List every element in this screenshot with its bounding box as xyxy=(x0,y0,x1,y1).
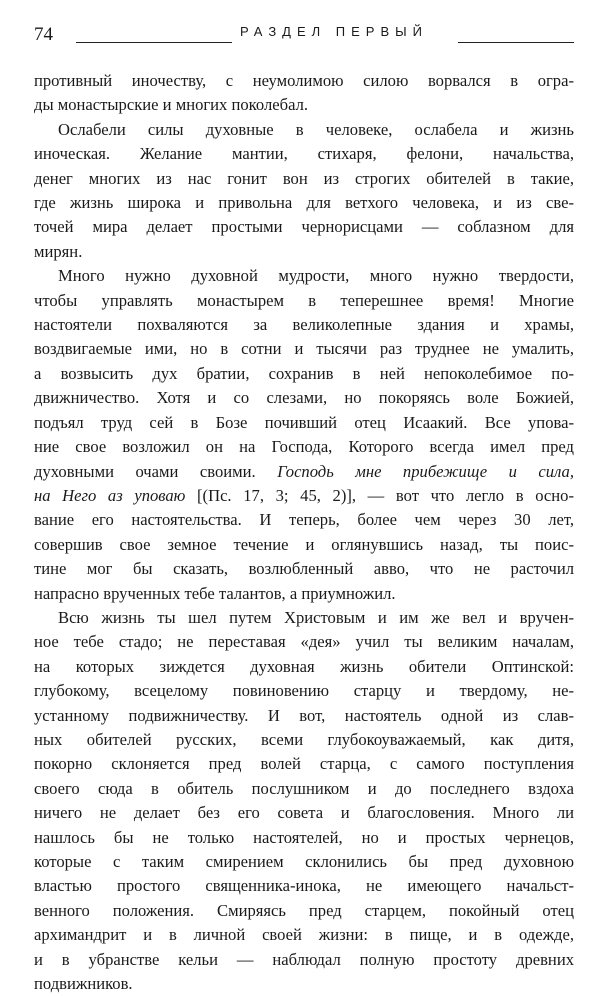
text-line: ние свое возложил он на Господа, Которого всегда имел пред xyxy=(34,437,574,457)
text-line: ничего не делает без его совета и благословения. Много ли xyxy=(34,803,574,823)
text-line: и в убранстве кельи — наблюдал полную простоту древних xyxy=(34,949,574,969)
text-line: на которых зиждется духовная жизнь обители Оптинской: xyxy=(34,656,574,676)
paragraph xyxy=(34,118,574,264)
text-line: подвижников. xyxy=(34,974,133,994)
text-line: мирян. xyxy=(34,241,83,261)
text-line: а возвысить дух братии, сохранив в ней непоколебимое по- xyxy=(34,363,574,383)
text-line: своего сюда в обитель послушником и до последнего вздоха xyxy=(34,778,574,798)
text-line: подъял труд сей в Бозе почивший отец Исаакий. Все упова- xyxy=(34,412,574,432)
text-line: Много нужно духовной мудрости, много нужно твердости, xyxy=(58,266,574,286)
text-fragment: духовными очами своими. xyxy=(34,461,256,481)
text-line: покорно склоняется пред волей старца, с самого поступления xyxy=(34,754,574,774)
text-line: глубокому, всецелому повиновению старцу и твердому, не- xyxy=(34,681,574,701)
text-line-mixed xyxy=(34,460,574,484)
text-line-mixed xyxy=(34,484,574,508)
text-line: устанному подвижничеству. И вот, настоятель одной из слав- xyxy=(34,705,574,725)
text-line: тине мог бы сказать, возлюбленный авво, что не расточил xyxy=(34,559,574,579)
text-line: Ослабели силы духовные в человеке, ослабела и жизнь xyxy=(58,119,574,139)
text-line: чтобы управлять монастырем в теперешнее время! Многие xyxy=(34,290,574,310)
text-line: ды монастырские и многих поколебал. xyxy=(34,95,309,115)
paragraph xyxy=(34,264,574,606)
body-text xyxy=(34,69,574,996)
header-rule-right xyxy=(458,42,574,43)
header-rule-left xyxy=(76,42,232,43)
italic-quote: на Него аз уповаю xyxy=(34,485,186,505)
text-line: венного положения. Смиряясь пред старцем, покойный отец xyxy=(34,900,574,920)
paragraph xyxy=(34,606,574,996)
text-line: ных обителей русских, всеми глубокоуважаемый, как дитя, xyxy=(34,729,574,749)
running-title: РАЗДЕЛ ПЕРВЫЙ xyxy=(240,24,429,39)
text-line: нашлось бы не только настоятелей, но и простых чернецов, xyxy=(34,827,574,847)
text-line: совершив свое земное течение и оглянувшись назад, ты поис- xyxy=(34,534,574,554)
text-line: ное тебе стадо; не переставая «дея» учил ты великим началам, xyxy=(34,632,574,652)
text-line: вание его настоятельства. И теперь, более чем через 30 лет, xyxy=(34,510,574,530)
page-header xyxy=(34,22,574,44)
text-line: где жизнь широка и привольна для ветхого человека, и из све- xyxy=(34,193,574,213)
text-line: властью простого священника-инока, не имеющего начальст- xyxy=(34,876,574,896)
text-line: движничество. Хотя и со слезами, но покоряясь воле Божией, xyxy=(34,388,574,408)
text-line: которые с таким смирением склонились бы пред духовною xyxy=(34,852,574,871)
italic-quote: Господь мне прибежище и сила, xyxy=(277,461,574,481)
text-fragment: [(Пс. 17, 3; 45, 2)], — вот что легло в осно- xyxy=(197,485,574,505)
text-line: точей мира делает простыми чернорисцами — соблазном для xyxy=(34,217,574,237)
text-line: иноческая. Желание мантии, стихаря, фелони, начальства, xyxy=(34,144,574,164)
text-line: архимандрит и в личной своей жизни: в пище, и в одежде, xyxy=(34,925,574,945)
paragraph xyxy=(34,69,574,118)
text-line: напрасно врученных тебе талантов, а приумножил. xyxy=(34,583,396,603)
text-line: денег многих из нас гонит вон из строгих обителей в такие, xyxy=(34,168,574,188)
text-line: противный иночеству, с неумолимою силою ворвался в огра- xyxy=(34,71,574,90)
text-line: Всю жизнь ты шел путем Христовым и им же вел и вручен- xyxy=(58,607,574,627)
text-line: настоятели похваляются за великолепные здания и храмы, xyxy=(34,315,574,335)
text-line: воздвигаемые ими, но в сотни и тысячи раз труднее не умалить, xyxy=(34,339,574,359)
page-number: 74 xyxy=(34,24,53,45)
